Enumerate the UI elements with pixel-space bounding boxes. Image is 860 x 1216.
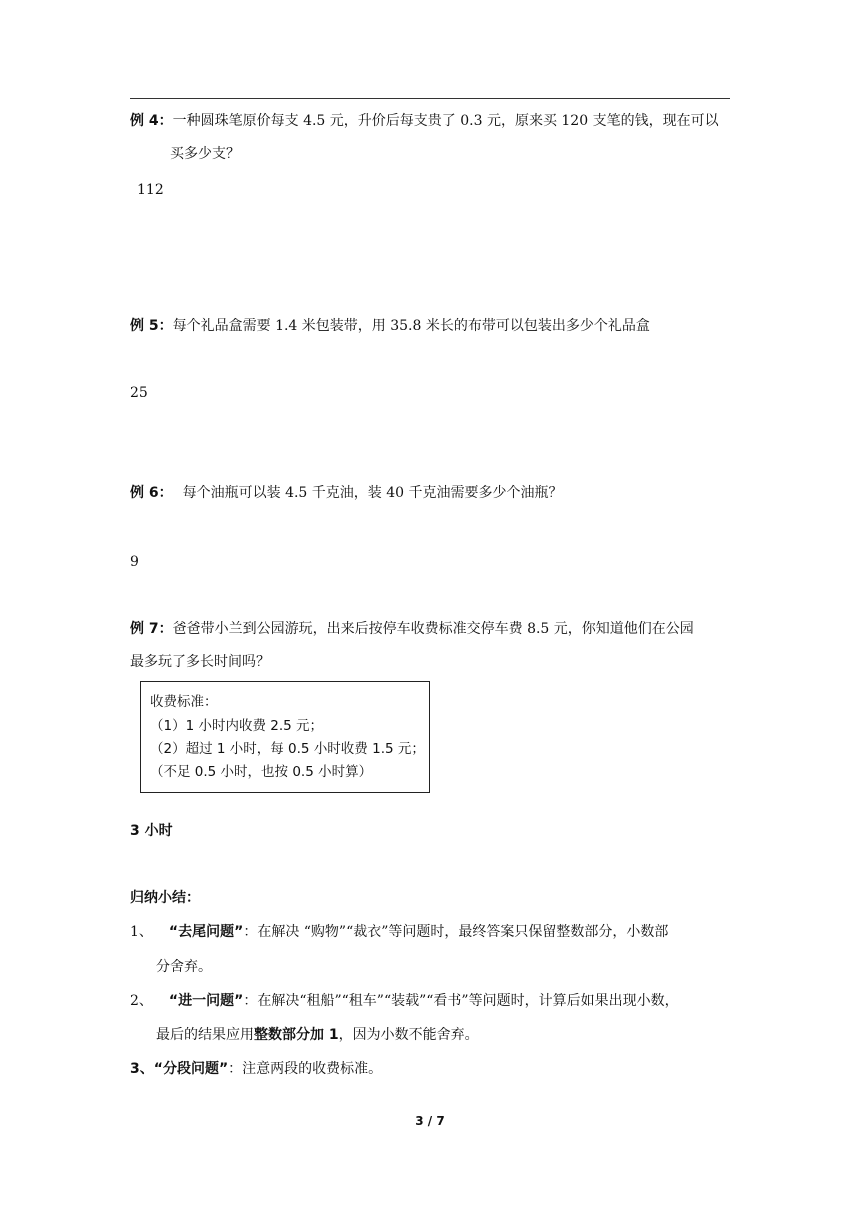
summary-item-1-number: 1、: [130, 924, 153, 940]
summary-item-1-text-2: 分舍弃。: [156, 959, 212, 975]
summary-item-2-text-2b: 整数部分加 1: [254, 1027, 339, 1043]
example-5-line-1: [130, 316, 650, 336]
summary-item-3-line-1: [130, 1059, 382, 1079]
summary-item-2-line-1: [130, 991, 679, 1011]
summary-item-1-line-1: [130, 922, 668, 942]
header-rule: [130, 98, 730, 99]
fee-standard-box: [140, 681, 430, 793]
summary-item-1-text-1: ：在解决 “购物”“裁衣”等问题时，最终答案只保留整数部分，小数部: [243, 924, 669, 940]
example-7-label: 例 7：: [130, 621, 173, 637]
summary-item-2-number: 2、: [130, 993, 153, 1009]
summary-item-3-number: 3、: [130, 1061, 154, 1077]
example-6-label: 例 6：: [130, 485, 173, 501]
example-5-text-1: 每个礼品盒需要 1.4 米包装带，用 35.8 米长的布带可以包装出多少个礼品盒: [172, 318, 650, 334]
fee-rule-3: （不足 0.5 小时，也按 0.5 小时算）: [150, 764, 373, 780]
example-4-line-1: [130, 111, 719, 131]
summary-heading: 归纳小结：: [130, 890, 200, 906]
summary-item-2-text-1: ：在解决“租船”“租车”“装载”“看书”等问题时，计算后如果出现小数，: [243, 993, 679, 1009]
fee-box-title: 收费标准：: [150, 694, 218, 710]
summary-item-1-term: “去尾问题”: [168, 924, 244, 940]
fee-rule-1: （1）1 小时内收费 2.5 元；: [150, 718, 324, 734]
summary-item-2-text-2a: 最后的结果应用: [156, 1027, 254, 1043]
example-5-label: 例 5：: [130, 318, 173, 334]
example-7-answer: 3 小时: [130, 823, 173, 839]
summary-item-2-line-2: [156, 1025, 479, 1045]
summary-item-3-term: “分段问题”: [153, 1061, 229, 1077]
example-7-text-2: 最多玩了多长时间吗？: [130, 654, 270, 670]
summary-item-2-term: “进一问题”: [168, 993, 244, 1009]
example-6-text-1: 每个油瓶可以装 4.5 千克油，装 40 千克油需要多少个油瓶？: [182, 485, 563, 501]
page-number: 3 / 7: [415, 1114, 445, 1128]
example-5-answer: 25: [130, 385, 148, 401]
example-4-label: 例 4：: [130, 113, 173, 129]
example-4-answer: 112: [137, 182, 164, 198]
fee-rule-2: （2）超过 1 小时，每 0.5 小时收费 1.5 元；: [150, 741, 425, 757]
summary-item-2-text-2c: ，因为小数不能舍弃。: [338, 1027, 479, 1043]
example-4-text-2: 买多少支？: [170, 146, 240, 162]
example-7-line-1: [130, 619, 694, 639]
example-7-text-1: 爸爸带小兰到公园游玩，出来后按停车收费标准交停车费 8.5 元，你知道他们在公园: [172, 621, 694, 637]
example-4-text-1: 一种圆珠笔原价每支 4.5 元，升价后每支贵了 0.3 元，原来买 120 支笔的钱，现在可以: [172, 113, 719, 129]
example-6-line-1: [130, 483, 563, 503]
summary-item-3-text-1: ：注意两段的收费标准。: [228, 1061, 383, 1077]
example-6-answer: 9: [130, 554, 139, 570]
